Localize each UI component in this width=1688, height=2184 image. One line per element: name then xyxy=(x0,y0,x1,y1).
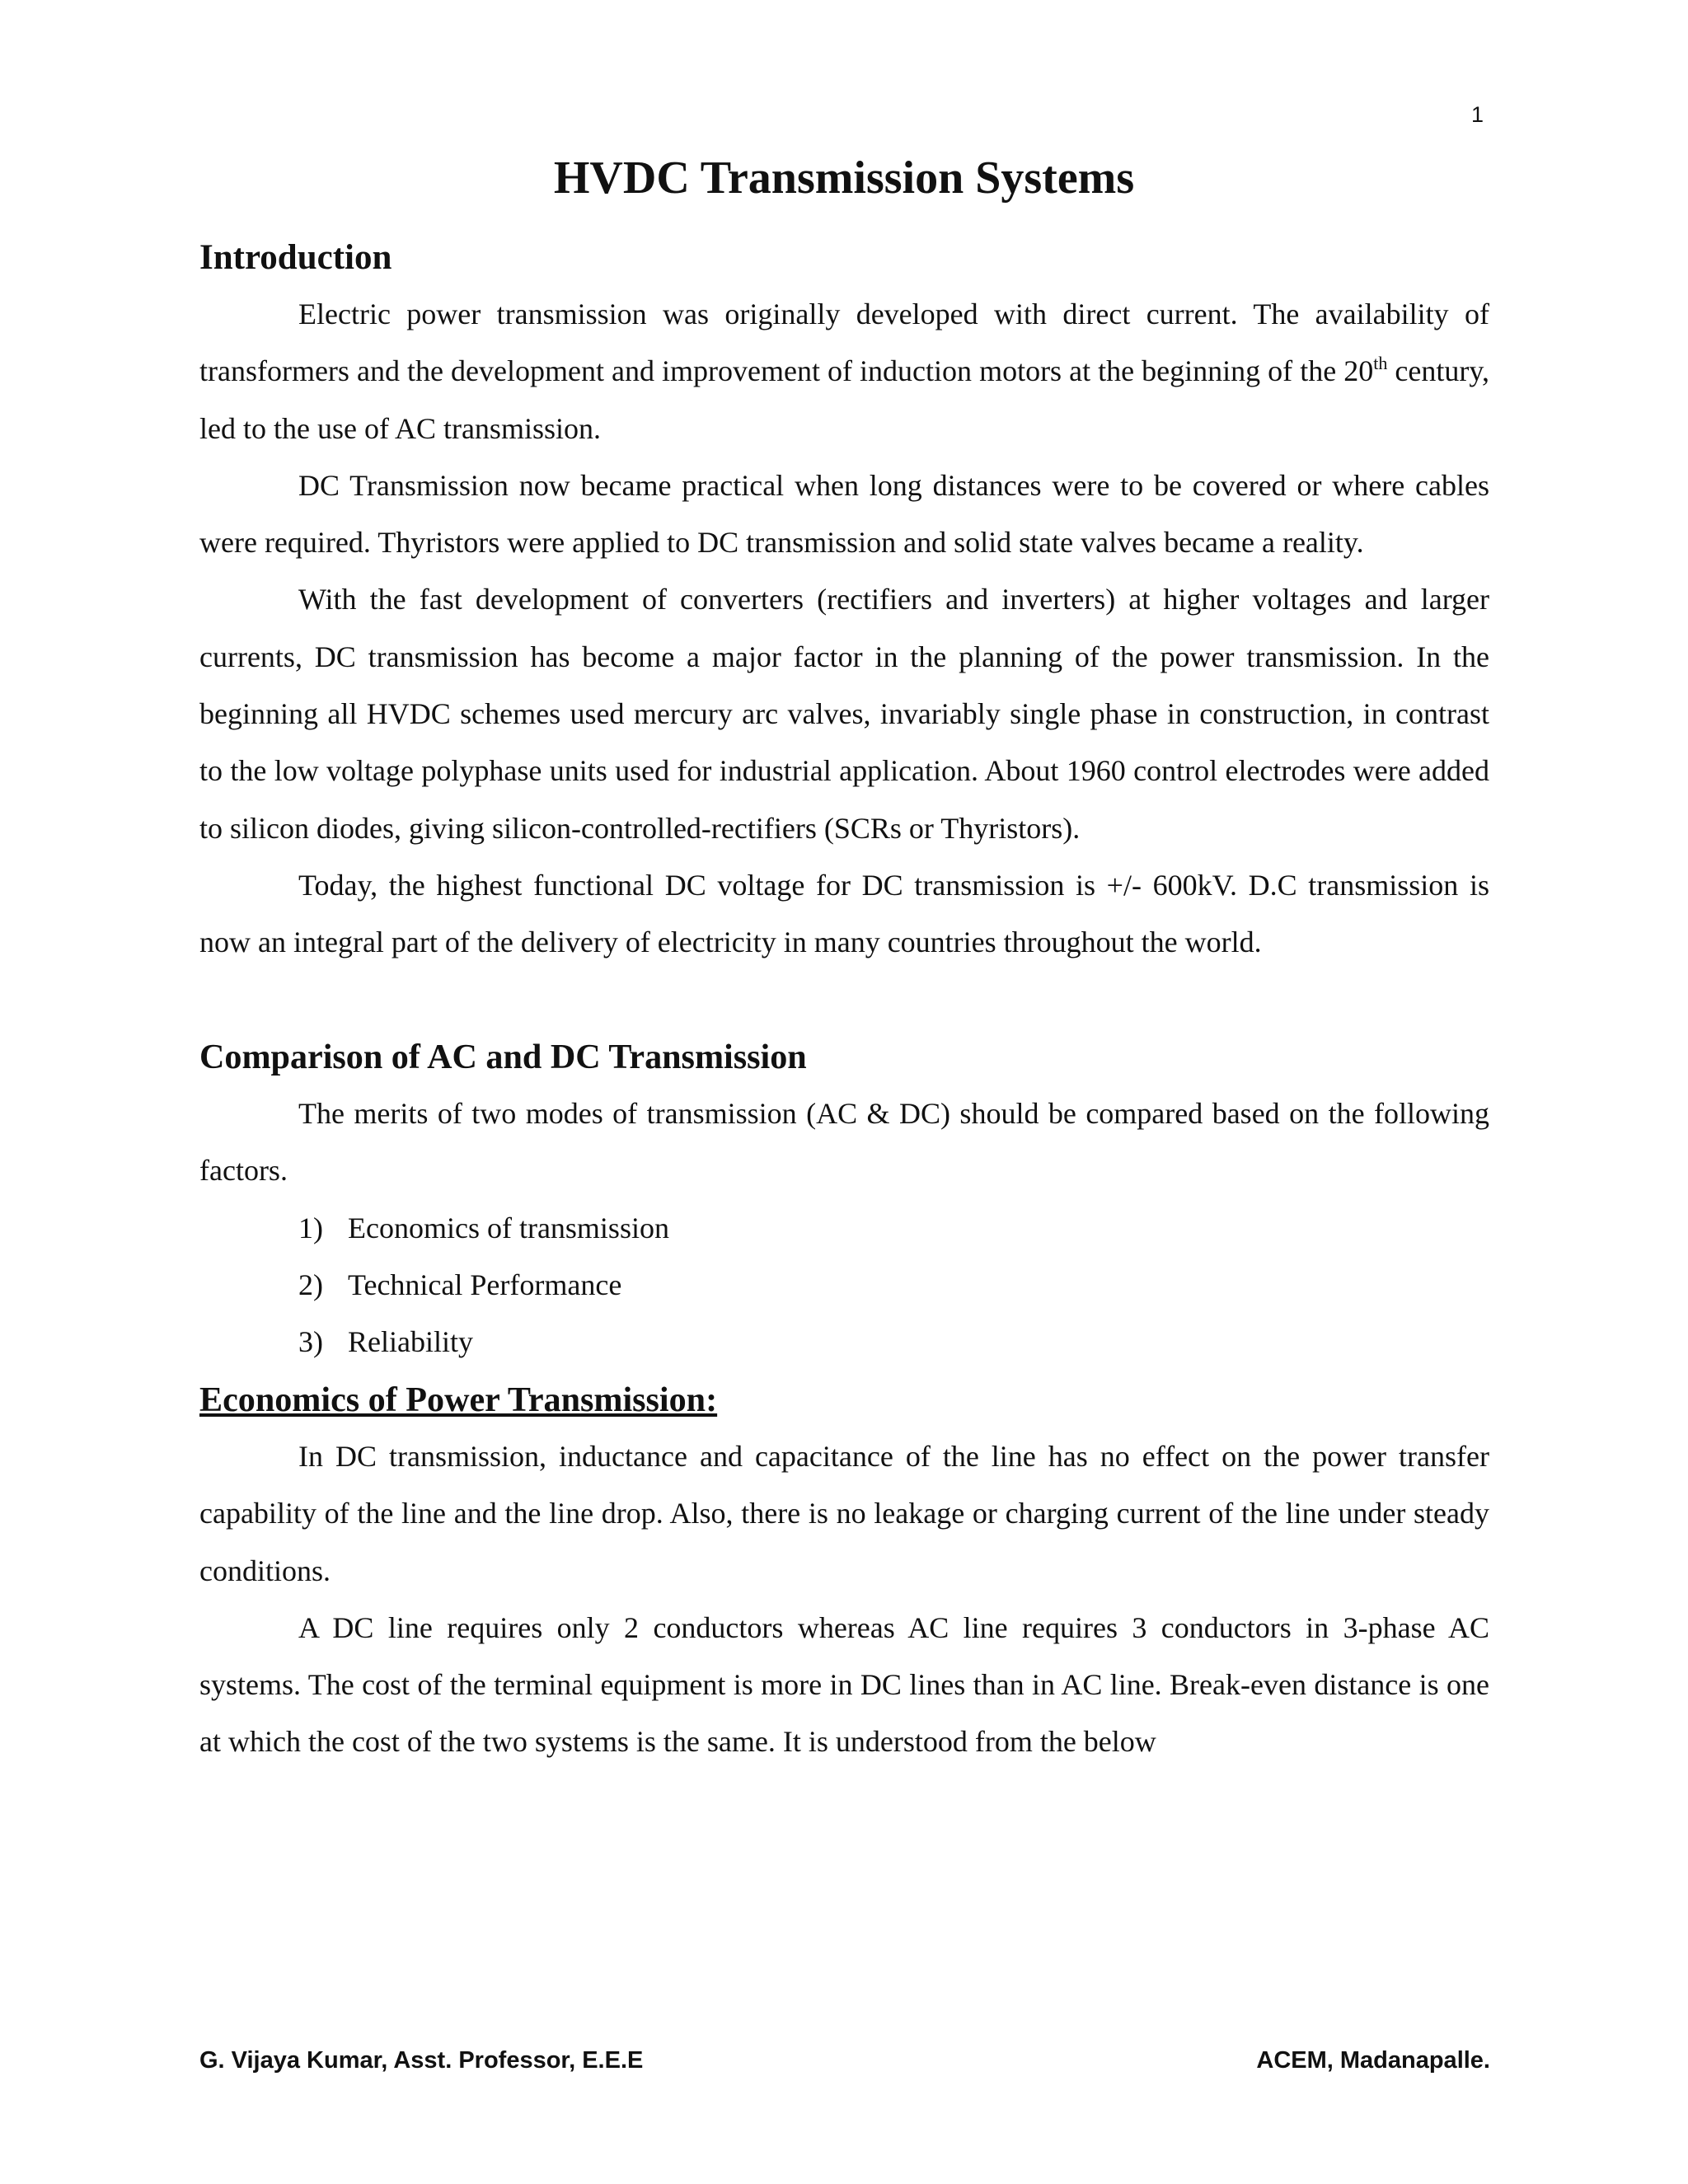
list-item-text: Technical Performance xyxy=(348,1268,622,1302)
intro-paragraph-2: DC Transmission now became practical when long distances were to be covered or where cables were required. Thyristors were applied to DC transmission and solid state valves became a reality. xyxy=(199,468,1489,560)
introduction-heading: Introduction xyxy=(199,238,392,277)
footer-institution: ACEM, Madanapalle. xyxy=(1256,2047,1490,2074)
comparison-heading: Comparison of AC and DC Transmission xyxy=(199,1037,807,1076)
paragraph-spacer xyxy=(199,972,1489,1029)
intro-paragraph-4: Today, the highest functional DC voltage for DC transmission is +/- 600kV. D.C transmission is now an integral part of the delivery of electricity in many countries throughout the world. xyxy=(199,868,1489,959)
list-item-number: 3) xyxy=(298,1325,323,1359)
economics-paragraph-1: In DC transmission, inductance and capacitance of the line has no effect on the power transfer capability of the line and the line drop. Also, there is no leakage or charging current of the line under steady conditions. xyxy=(199,1439,1489,1587)
document-body xyxy=(199,229,1489,1771)
list-item xyxy=(199,1257,1489,1314)
document-title: HVDC Transmission Systems xyxy=(553,152,1135,204)
footer-author: G. Vijaya Kumar, Asst. Professor, E.E.E xyxy=(199,2047,644,2074)
page-number: 1 xyxy=(1470,102,1484,127)
intro-p1-text-b: century, led to the use of AC transmission. xyxy=(199,354,1490,445)
ordinal-superscript: th xyxy=(1373,353,1388,374)
list-item xyxy=(199,1200,1489,1257)
list-item xyxy=(199,1314,1489,1371)
intro-paragraph-1 xyxy=(199,286,1489,457)
list-item-number: 2) xyxy=(298,1268,323,1302)
factors-list xyxy=(199,1200,1489,1371)
list-item-number: 1) xyxy=(298,1211,323,1244)
intro-p1-text-a: Electric power transmission was originally developed with direct current. The availability of transformers and the development and improvement of induction motors at the beginning of the 20 xyxy=(199,298,1489,388)
list-item-text: Economics of transmission xyxy=(348,1211,669,1244)
comparison-paragraph: The merits of two modes of transmission (AC & DC) should be compared based on the following factors. xyxy=(199,1097,1489,1188)
economics-heading: Economics of Power Transmission: xyxy=(199,1380,718,1419)
list-item-text: Reliability xyxy=(348,1325,473,1359)
economics-paragraph-2: A DC line requires only 2 conductors whereas AC line requires 3 conductors in 3-phase AC systems. The cost of the terminal equipment is more in DC lines than in AC line. Break-even distance is one at which the cost of the two systems is the same. It is understood from the below xyxy=(199,1610,1489,1759)
intro-paragraph-3: With the fast development of converters (rectifiers and inverters) at higher voltages and larger currents, DC transmission has become a major factor in the planning of the power transmission. In the beginning all HVDC schemes used mercury arc valves, invariably single phase in construction, in contrast to the low voltage polyphase units used for industrial application. About 1960 control electrodes were added to silicon diodes, giving silicon-controlled-rectifiers (SCRs or Thyristors). xyxy=(199,583,1489,845)
